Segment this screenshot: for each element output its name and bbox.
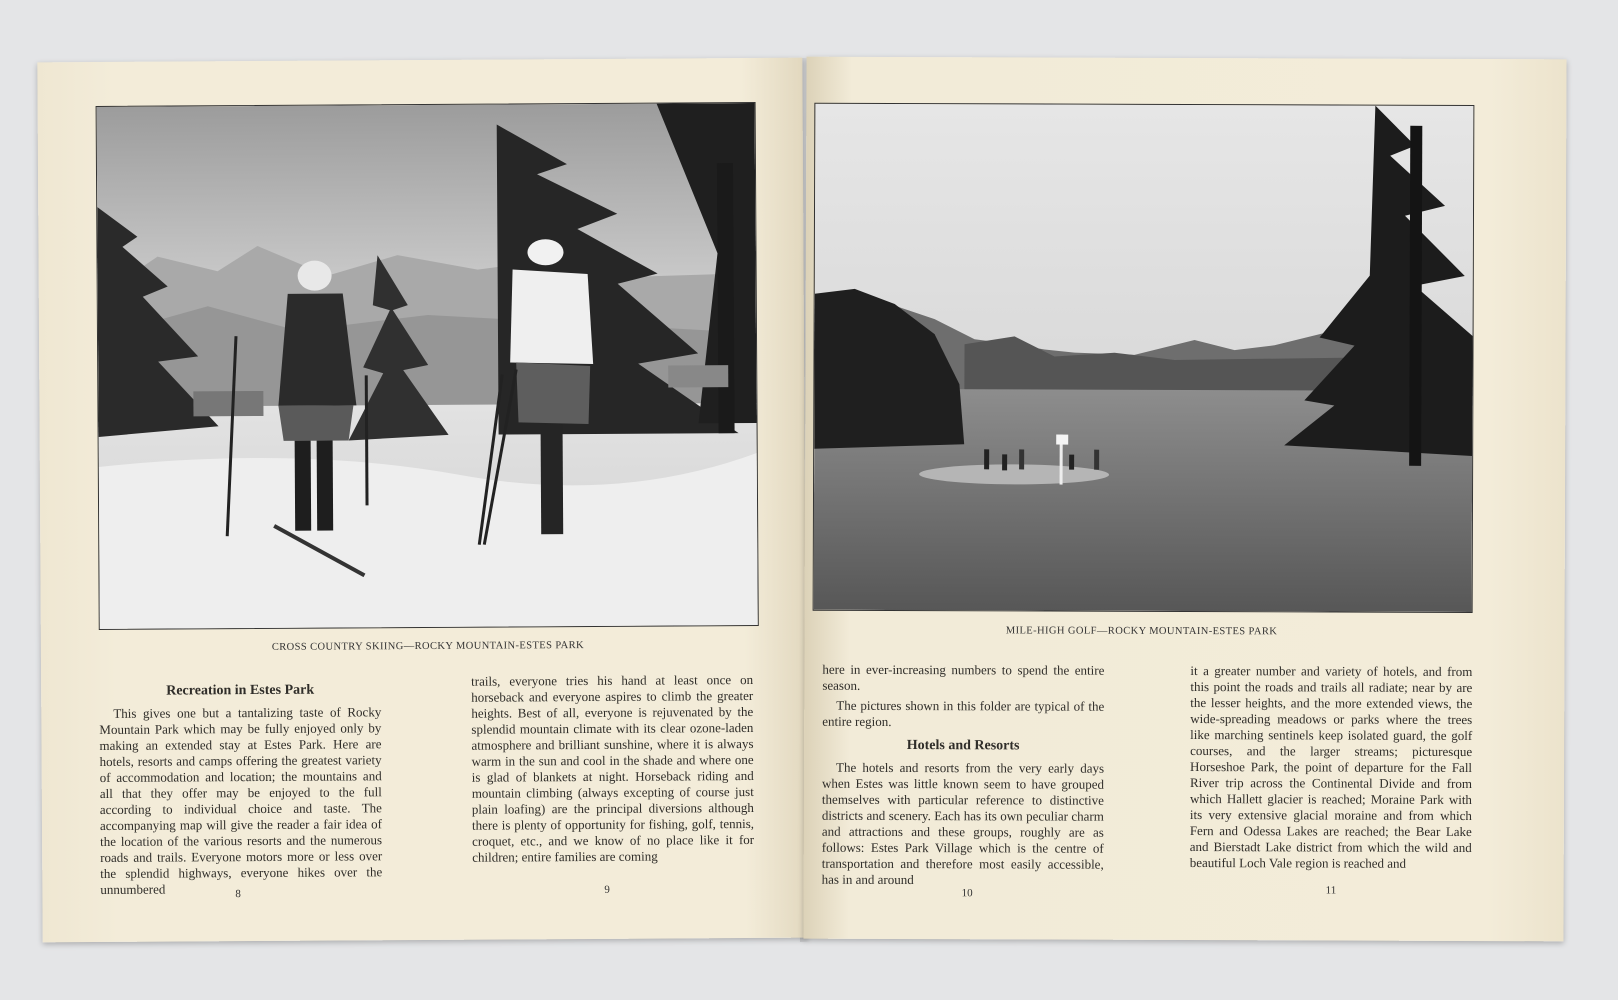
paragraph-trails: trails, everyone tries his hand at least once on horseback and everyone aspires to climb the greater heights. Best of all, everyone is rejuvenated by the splendid mountain climate with its clear ozone-laden atmosphere and brilliant sunshine, where it is always warm in the sun and cool in the shade and where one is glad of blankets at night. Horseback riding and mountain climbing (always excepting of course just plain loafing) are the principal diversions although there is plenty of opportunity for fishing, golf, tennis, croquet, etc., and we know of no place like it for children; entire families are coming <box>471 671 755 865</box>
text-column-districts <box>1190 663 1473 872</box>
photo-cross-country-skiing <box>96 102 759 630</box>
page-number-10: 10 <box>961 887 973 900</box>
paragraph-districts: it a greater number and variety of hotels, and from this point the roads and trails all radiate; near by are the lesser heights, and the more extended views, the wide-spreading meadows or parks where the trees like marching sentinels keep isolated guard, the golf courses, and the larger streams; picturesque Horseshoe Park, the point of departure for the Fall River trip across the Continental Divide and from which Hallett glacier is reached; Moraine Park with its very extensive glacial moraine and from which Fern and Odessa Lakes are reached; the Bear Lake and Bierstadt Lake district from which the wild and beautiful Loch Vale region is reached and <box>1189 663 1473 871</box>
text-column-recreation <box>99 674 383 901</box>
heading-recreation-in-estes-park: Recreation in Estes Park <box>166 682 315 699</box>
page-number-8: 8 <box>235 888 241 901</box>
heading-hotels-and-resorts: Hotels and Resorts <box>906 738 1020 754</box>
page-number-9: 9 <box>604 883 610 896</box>
paragraph-recreation: This gives one but a tantalizing taste of Rocky Mountain Park which may be fully enjoyed only by making an extended stay at Estes Park. Here are hotels, resorts and camps offering the greatest variety of accommodation and location; the mountains and all that they offer may be enjoyed to the full according to individual choice and taste. The accompanying map will give the reader a fair idea of the location of the various resorts and the numerous roads and trails. Everyone motors more or less over the splendid highways, everyone hikes over the unnumbered <box>99 704 383 897</box>
left-page <box>37 58 807 943</box>
photo-mile-high-golf <box>813 103 1475 613</box>
paragraph-pictures-typical: The pictures shown in this folder are typical of the entire region. <box>822 697 1105 729</box>
paragraph-hotels: The hotels and resorts from the very early days when Estes was little known seem to have grouped themselves with particular reference to distinctive districts and scenery. Each has its own peculiar charm and attractions and these groups, roughly are as follows: Estes Park Village which is the centre of transportation and therefore most easily accessible, has in and around <box>821 759 1105 888</box>
page-number-11: 11 <box>1325 884 1337 897</box>
text-column-hotels <box>822 662 1105 889</box>
text-column-trails <box>471 672 754 866</box>
photo-caption-golf: MILE-HIGH GOLF—ROCKY MOUNTAIN-ESTES PARK <box>1005 625 1278 638</box>
photo-caption-skiing: CROSS COUNTRY SKIING—ROCKY MOUNTAIN-ESTES PARK <box>271 640 585 653</box>
right-page <box>803 57 1566 942</box>
paragraph-entire-season: here in ever-increasing numbers to spend the entire season. <box>822 661 1105 693</box>
